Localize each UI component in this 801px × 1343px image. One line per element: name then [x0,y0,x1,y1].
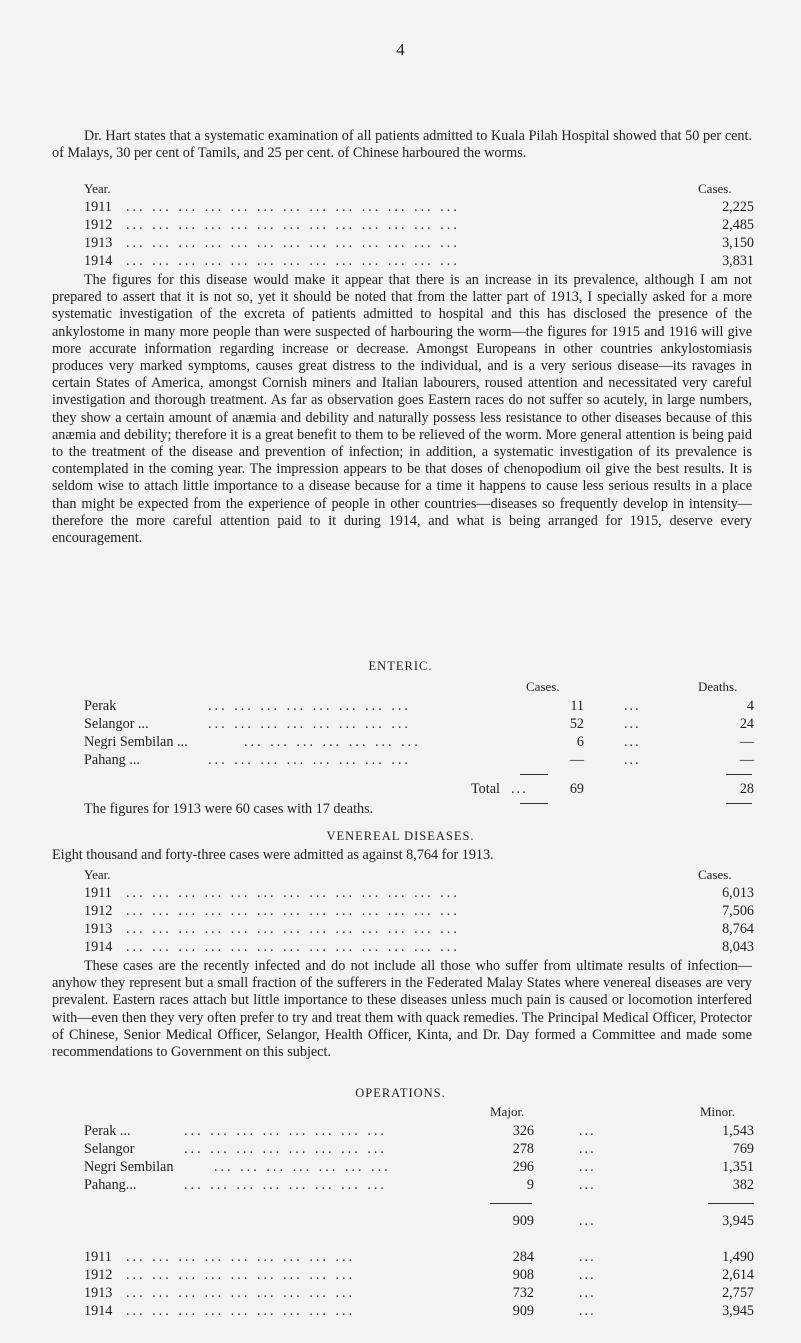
state-cell: Perak ... [84,1123,131,1139]
cases-header: Cases. [698,181,732,196]
year-cell: 1911 [84,885,112,901]
major-cell: 908 [512,1267,534,1283]
major-header: Major. [490,1104,525,1119]
page-number: 4 [396,40,405,59]
deaths-rule [726,774,752,775]
cases-cell: 11 [570,698,584,714]
enteric-note: The figures for 1913 were 60 cases with 17 deaths. [84,801,374,817]
intro-text: Dr. Hart states that a systematic examination of all patients admitted to Kuala Pilah Hospital showed that 50 per cent. of Malays, 30 per cent of Tamils, and 25 per cent. of Chinese harboured the worms. [52,128,752,162]
deaths-header: Deaths. [698,679,738,694]
table-row: Perak ... ... ... ... ... ... ... ... 11 ... 4 [84,698,754,714]
table-row: Pahang ... ... ... ... ... ... ... ... ... — ... — [84,752,754,768]
table-row: 1914 ... ... ... ... ... ... ... ... ... ... ... ... ... 3,831 [84,253,754,269]
state-cell: Pahang ... [84,752,140,768]
minor-cell: 3,945 [722,1303,754,1319]
year-cell: 1913 [84,1285,113,1301]
major-cell: 296 [512,1159,534,1175]
state-cell: Selangor ... [84,716,149,732]
venereal-text: These cases are the recently infected and do not include all those who suffer from ultimate results of infection—anyhow they represent but a small fraction of the sufferers in the Federated Malay States where venereal diseases are very prevalent. Eastern races attach but little importance to these diseases unless much pain is caused or locomotion interfered with—even then they very often prefer to try and treat them with quack remedies. The Principal Medical Officer, Protector of Chinese, Senior Medical Officer, Selangor, Health Officer, Kinta, and Dr. Day formed a Committee and made some recommendations to Government on this subject. [52,958,752,1061]
operations-heading: OPERATIONS. [355,1086,446,1100]
cases-cell: 3,150 [722,235,754,251]
table-row: Negri Sembilan ... ... ... ... ... ... ... ... 6 ... — [84,734,754,750]
deaths-cell: 24 [739,716,754,732]
table-row: 1912 ... ... ... ... ... ... ... ... ... 908 ... 2,614 [84,1267,754,1283]
ankylostomiasis-paragraph [52,272,752,547]
cases-cell: 3,831 [722,253,754,269]
table-row: 1913 ... ... ... ... ... ... ... ... ... 732 ... 2,757 [84,1285,754,1301]
table-row: 1911 ... ... ... ... ... ... ... ... ... ... ... ... ... 2,225 [84,199,754,215]
total-label: Total [471,781,500,797]
minor-cell: 769 [732,1141,754,1157]
venereal-intro: Eight thousand and forty-three cases were admitted as against 8,764 for 1913. [52,847,494,863]
cases-header: Cases. [698,867,732,882]
table-row: 1912 ... ... ... ... ... ... ... ... ... ... ... ... ... 2,485 [84,217,754,233]
minor-cell: 2,614 [722,1267,754,1283]
ankylostomiasis-text: The figures for this disease would make it appear that there is an increase in its prevalence, although I am not prepared to assert that it is not so, yet it should be noted that from the latter part of 1913, I specially asked for a more systematic investigation of the excreta of patients admitted to hospital and this has disclosed the presence of the ankylostome in many more people than were suspected of harbouring the worm—the figures for 1915 and 1916 will give more accurate information regarding increase or decrease. Amongst Europeans in other countries ankylostomiasis produces very marked symptoms, causes great distress to the individual, and is a very serious disease—its ravages in certain States of America, amongst Cornish miners and Italian labourers, roused attention and necessitated very careful investigation and thorough treatment. As far as observation goes Eastern races do not suffer so acutely, in large numbers, they show a certain amount of anæmia and debility and naturally possess less resistance to other diseases because of this anæmia and debility; therefore it is a great benefit to them to be relieved of the worm. More general attention is being paid to the treatment of the disease and prevention of infection; in addition, a systematic investigation of its prevalence is contemplated in the coming year. The impression appears to be that doses of chenopodium oil give the best results. It is seldom wise to attach little importance to a disease because for a time it happens to cause less serious results in a place than might be expected from the experience of people in other countries—diseases so frequently develop in intensity—therefore the more careful attention paid to it during 1914, and what is being arranged for 1915, deserve every encouragement. [52,272,752,547]
year-cell: 1911 [84,1249,112,1265]
venereal-paragraph [52,958,752,1061]
table-row: 1914 ... ... ... ... ... ... ... ... ... ... ... ... ... 8,043 [84,939,754,955]
table-row: 1913 ... ... ... ... ... ... ... ... ... ... ... ... ... 3,150 [84,235,754,251]
minor-cell: 2,757 [722,1285,754,1301]
intro-paragraph [52,128,752,162]
year-cell: 1914 [84,253,113,269]
year-cell: 1913 [84,921,113,937]
table-row: 1914 ... ... ... ... ... ... ... ... ... 909 ... 3,945 [84,1303,754,1319]
venereal-heading: VENEREAL DISEASES. [326,829,475,843]
state-cell: Pahang... [84,1177,137,1193]
minor-cell: 1,351 [722,1159,754,1175]
cases-cell: 2,485 [722,217,754,233]
total-minor: 3,945 [722,1213,754,1229]
major-cell: 284 [512,1249,534,1265]
table-row: 1911 ... ... ... ... ... ... ... ... ... 284 ... 1,490 [84,1249,754,1265]
minor-cell: 1,490 [722,1249,754,1265]
deaths-cell: 4 [746,698,754,714]
year-cell: 1912 [84,217,113,233]
major-cell: 278 [512,1141,534,1157]
cases-cell: 8,764 [722,921,754,937]
table-row: Perak ... ... ... ... ... ... ... ... ... 326 ... 1,543 [84,1123,754,1139]
year-cell: 1914 [84,939,113,955]
table-row: 1913 ... ... ... ... ... ... ... ... ... ... ... ... ... 8,764 [84,921,754,937]
cases-cell: 8,043 [722,939,754,955]
minor-rule [708,1203,754,1204]
cases-cell: 6,013 [722,885,754,901]
table-row: Selangor ... ... ... ... ... ... ... ... 278 ... 769 [84,1141,754,1157]
state-cell: Negri Sembilan [84,1159,174,1175]
cases-cell: 2,225 [722,199,754,215]
year-cell: 1912 [84,903,113,919]
cases-cell: — [569,752,584,768]
year-header: Year. [84,867,111,882]
major-cell: 9 [526,1177,534,1193]
cases-cell: 52 [569,716,584,732]
table-row: 1912 ... ... ... ... ... ... ... ... ... ... ... ... ... 7,506 [84,903,754,919]
major-cell: 732 [512,1285,534,1301]
minor-header: Minor. [700,1104,736,1119]
state-cell: Perak [84,698,117,714]
total-deaths: 28 [739,781,754,797]
major-cell: 326 [512,1123,534,1139]
total-row: 909 ... 3,945 [84,1212,754,1230]
enteric-heading: ENTERIC. [368,659,433,673]
year-header: Year. [84,181,111,196]
minor-cell: 382 [732,1177,754,1193]
table-row: Selangor ... ... ... ... ... ... ... ... ... 52 ... 24 [84,716,754,732]
table-row: Pahang... ... ... ... ... ... ... ... ... 9 ... 382 [84,1177,754,1193]
cases-header: Cases. [526,679,560,694]
major-rule [490,1203,532,1204]
deaths-rule-bottom [726,803,752,804]
total-cases: 69 [569,781,584,797]
cases-cell: 6 [576,734,584,750]
table-row: 1911 ... ... ... ... ... ... ... ... ... ... ... ... ... 6,013 [84,885,754,901]
total-major: 909 [512,1213,534,1229]
deaths-cell: — [739,752,754,768]
year-cell: 1912 [84,1267,113,1283]
minor-cell: 1,543 [722,1123,754,1139]
state-cell: Selangor [84,1141,135,1157]
cases-rule [520,774,548,775]
state-cell: Negri Sembilan ... [84,734,188,750]
deaths-cell: — [739,734,754,750]
table-row: Negri Sembilan ... ... ... ... ... ... ... 296 ... 1,351 [84,1159,754,1175]
major-cell: 909 [512,1303,534,1319]
total-row: Total ... 69 28 [471,781,754,797]
cases-cell: 7,506 [722,903,754,919]
year-cell: 1911 [84,199,112,215]
year-cell: 1914 [84,1303,113,1319]
year-cell: 1913 [84,235,113,251]
